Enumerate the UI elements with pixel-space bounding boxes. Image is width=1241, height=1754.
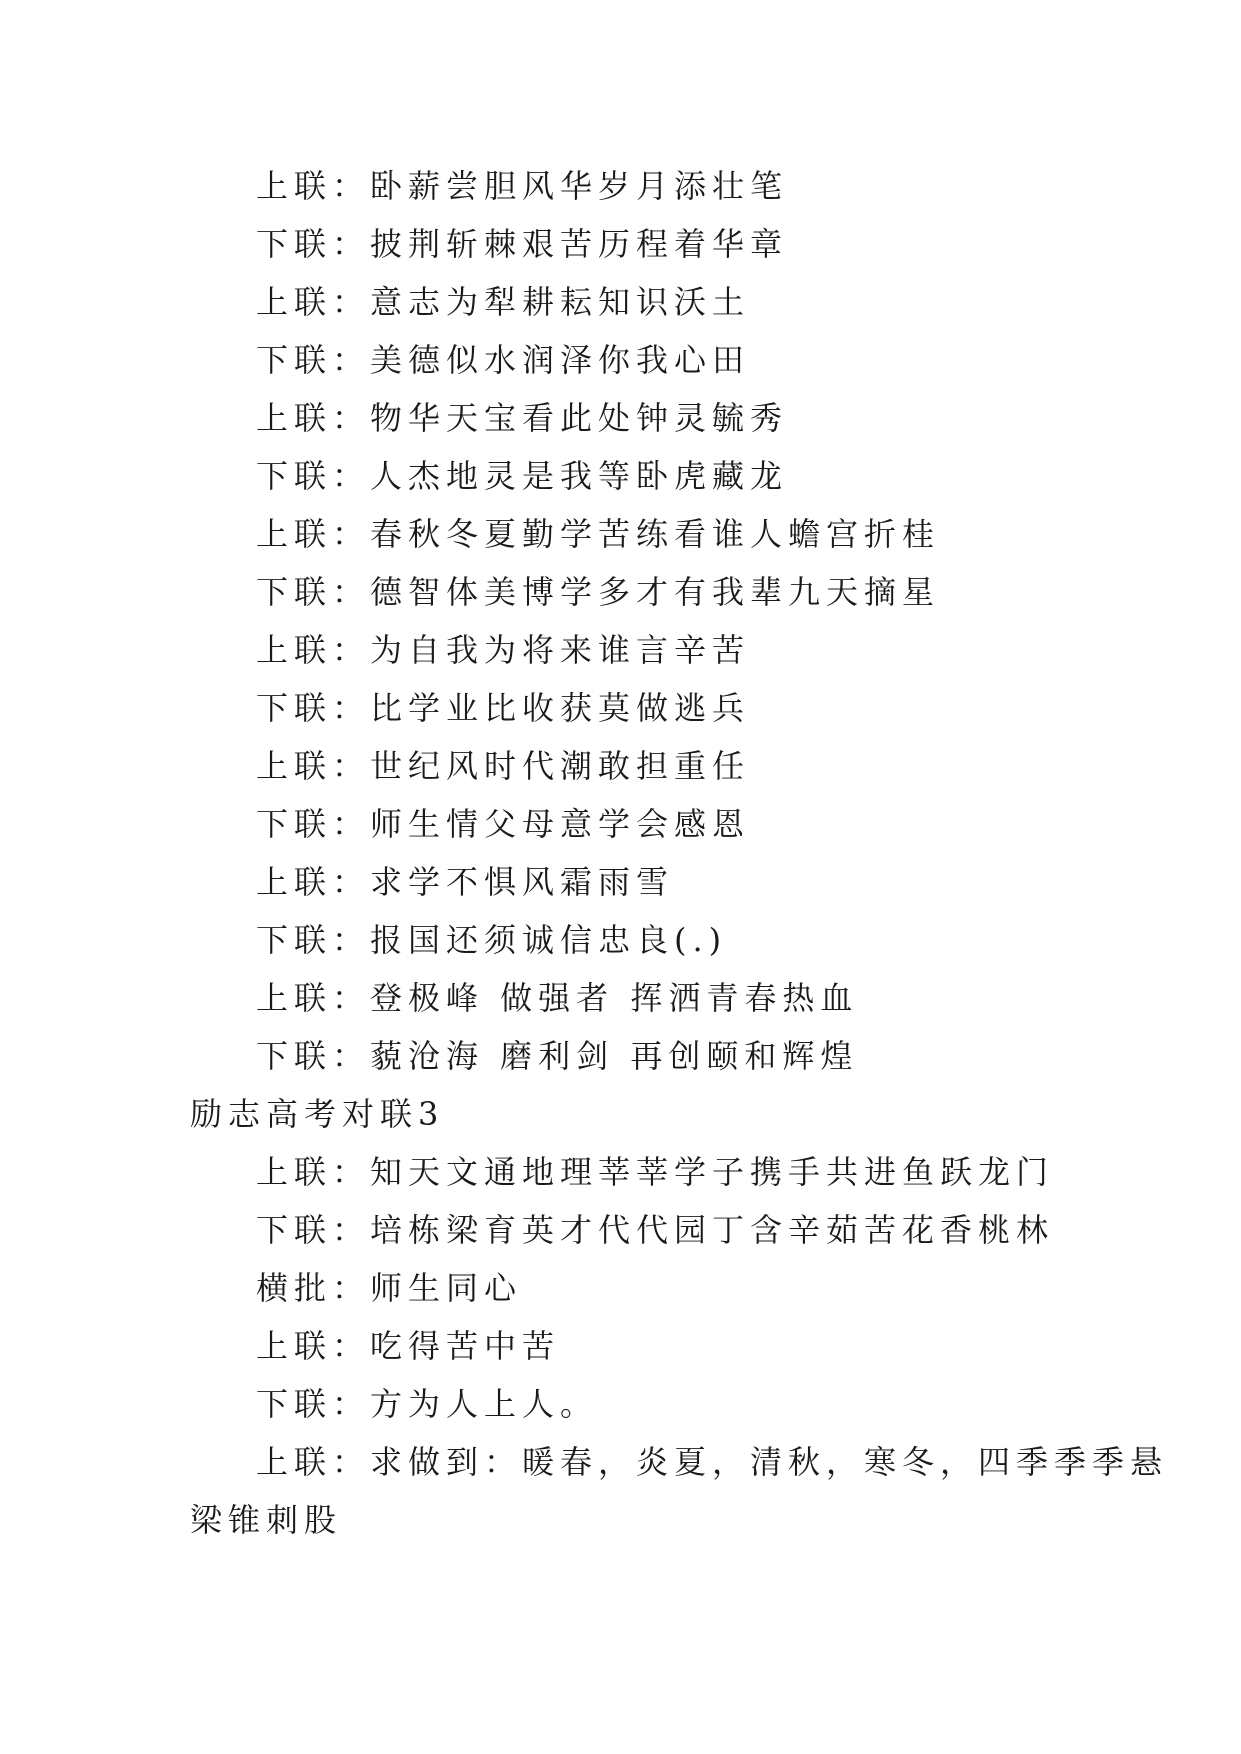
couplet-line: 横批：师生同心 [256,1269,523,1307]
couplet-line: 下联：师生情父母意学会感恩 [256,805,751,843]
couplet-line: 上联：世纪风时代潮敢担重任 [256,747,751,785]
couplet-line: 下联：报国还须诚信忠良(.) [256,921,728,959]
couplet-line: 下联：美德似水润泽你我心田 [256,341,751,379]
couplet-line: 上联：物华天宝看此处钟灵毓秀 [256,399,789,437]
couplet-line: 下联：人杰地灵是我等卧虎藏龙 [256,457,789,495]
couplet-line: 下联：比学业比收获莫做逃兵 [256,689,751,727]
couplet-line: 上联：登极峰 做强者 挥洒青春热血 [256,979,859,1017]
couplet-line: 上联：吃得苦中苦 [256,1327,561,1365]
couplet-line: 上联：意志为犁耕耘知识沃土 [256,283,751,321]
couplet-line: 上联：知天文通地理莘莘学子携手共进鱼跃龙门 [256,1153,1055,1191]
couplet-line: 下联：培栋梁育英才代代园丁含辛茹苦花香桃林 [256,1211,1055,1249]
couplet-line: 下联：披荆斩棘艰苦历程着华章 [256,225,789,263]
couplet-line: 下联：方为人上人。 [256,1385,599,1423]
couplet-line: 上联：为自我为将来谁言辛苦 [256,631,751,669]
couplet-line: 下联：藐沧海 磨利剑 再创颐和辉煌 [256,1037,859,1075]
couplet-line: 上联：卧薪尝胆风华岁月添壮笔 [256,167,789,205]
couplet-line: 上联：求做到：暖春，炎夏，清秋，寒冬，四季季季悬 [256,1443,1169,1481]
couplet-line: 上联：求学不惧风霜雨雪 [256,863,675,901]
wrapped-line-continuation: 梁锥刺股 [190,1501,343,1539]
couplet-line: 上联：春秋冬夏勤学苦练看谁人蟾宫折桂 [256,515,941,553]
section-heading: 励志高考对联3 [190,1095,445,1133]
couplet-line: 下联：德智体美博学多才有我辈九天摘星 [256,573,941,611]
